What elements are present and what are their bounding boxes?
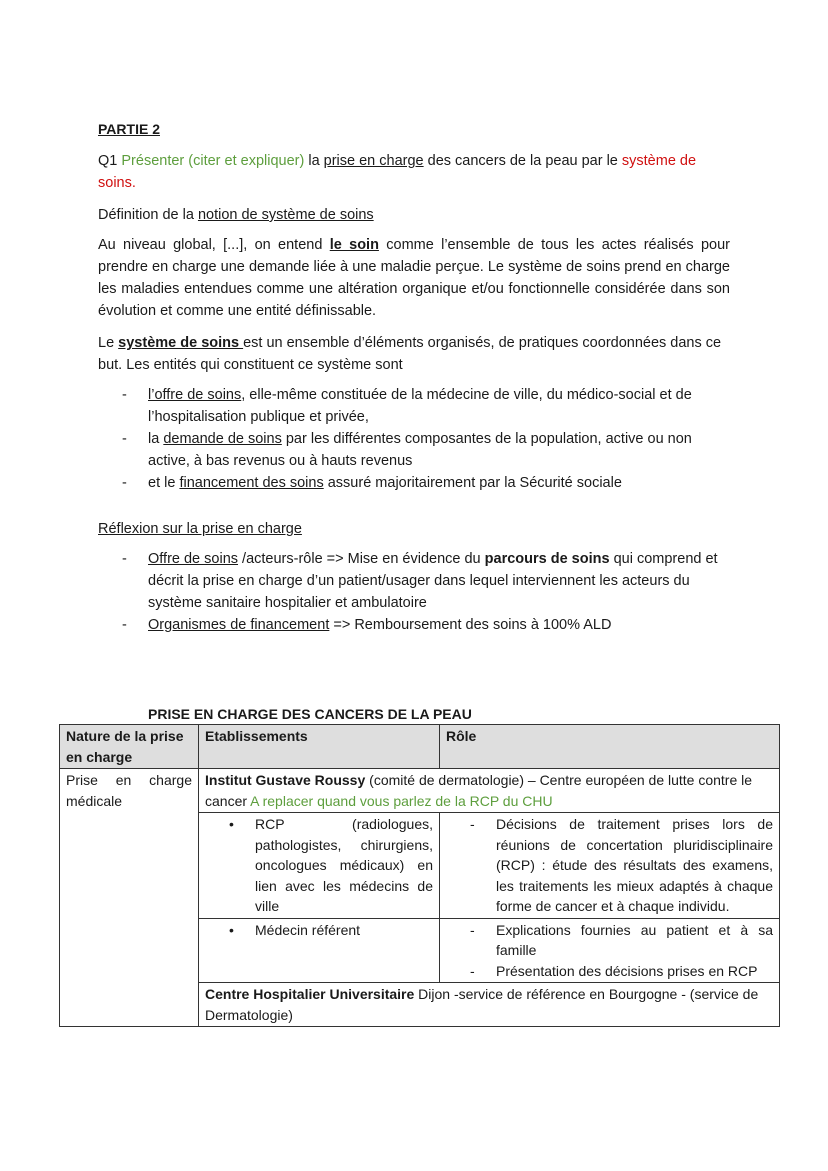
igr-name: Institut Gustave Roussy xyxy=(205,772,366,788)
item-post: par les différentes composantes de la population, active ou non active, à bas revenus ou à hauts revenus xyxy=(148,431,692,469)
dash-marker: - xyxy=(122,551,127,567)
item-pre: et le xyxy=(148,475,180,491)
paragraph2-a: Le xyxy=(98,335,119,351)
item-bold: parcours de soins xyxy=(484,551,610,567)
question-space: la xyxy=(304,153,324,169)
definition-prefix: Définition de la xyxy=(98,207,198,223)
referent-role: Explications fournies au patient et à sa famille xyxy=(496,921,773,958)
question-end: . xyxy=(131,175,136,191)
list-item xyxy=(98,614,730,636)
paragraph1-b: comme l’ensemble de tous les actes réalisés pour prendre en charge une demande liée à une maladie perçue. Le système de soins prend en charge les maladies entendues comme une altération organique et/ou fonctionnelle considérée dans son évolution et comme une entité définissable. xyxy=(98,237,730,319)
dash-marker: - xyxy=(470,962,475,979)
reflection-heading: Réflexion sur la prise en charge xyxy=(98,521,302,537)
item-term: Offre de soins xyxy=(148,551,239,567)
item-a: => Remboursement des soins à 100% ALD xyxy=(329,617,612,633)
nature-cell: Prise en charge médicale xyxy=(60,769,199,1027)
paragraph2-b: est un ensemble d’éléments organisés, de pratiques coordonnées dans ce but. Les entités qui constituent ce système sont xyxy=(98,335,722,373)
list-item xyxy=(205,920,433,941)
chu-name: Centre Hospitalier Universitaire xyxy=(205,986,415,1002)
bullet-marker: • xyxy=(229,816,234,832)
header-role: Rôle xyxy=(440,725,780,769)
rcp-etab-cell xyxy=(199,813,440,919)
entities-list xyxy=(98,384,730,494)
chu-desc: Dijon -service de référence en Bourgogne - (service de Dermatologie) xyxy=(205,986,759,1023)
item-post: assuré majoritairement par la Sécurité sociale xyxy=(323,475,622,491)
paragraph-soin xyxy=(98,234,730,322)
item-post: , elle-même constituée de la médecine de ville, du médico-social et de l’hospitalisation publique et privée, xyxy=(148,387,692,425)
referent-etab-cell xyxy=(199,918,440,983)
item-term: Organismes de financement xyxy=(148,617,330,633)
question-system: système de soins xyxy=(98,153,697,191)
reflection-list xyxy=(98,548,730,636)
list-item xyxy=(98,428,730,472)
care-table xyxy=(59,724,780,1027)
chu-cell xyxy=(199,983,780,1027)
bullet-marker: • xyxy=(229,921,234,938)
igr-cell xyxy=(199,769,780,813)
rcp-role-cell xyxy=(440,813,780,919)
list-item xyxy=(98,472,730,494)
table-title: PRISE EN CHARGE DES CANCERS DE LA PEAU xyxy=(148,706,472,722)
item-term: l’offre de soins xyxy=(148,387,242,403)
list-item xyxy=(205,814,433,917)
rcp-etab: RCP (radiologues, pathologistes, chirurgiens, oncologues médicaux) en lien avec les médecins de ville xyxy=(255,816,433,914)
dash-marker: - xyxy=(122,387,127,403)
dash-marker: - xyxy=(122,431,127,447)
paragraph-systeme xyxy=(98,332,730,376)
list-item xyxy=(98,384,730,428)
dash-marker: - xyxy=(122,475,127,491)
item-a: /acteurs-rôle => Mise en évidence du xyxy=(238,551,485,567)
dash-marker: - xyxy=(470,921,475,938)
list-item xyxy=(446,961,773,982)
rcp-role: Décisions de traitement prises lors de réunions de concertation pluridisciplinaire (RCP) : étude des résultats des examens, les traitements les mieux adaptés à chaque forme de cancer et à chaque individu. xyxy=(496,816,773,914)
header-nature: Nature de la prise en charge xyxy=(60,725,199,769)
referent-etab: Médecin référent xyxy=(255,921,361,938)
item-b: qui comprend et décrit la prise en charge d’un patient/usager dans lequel interviennent les acteurs du système sanitaire hospitalier et ambulatoire xyxy=(148,551,718,611)
table-row xyxy=(60,769,780,813)
item-term: demande de soins xyxy=(163,431,282,447)
dash-marker: - xyxy=(122,617,127,633)
document-body xyxy=(98,118,730,636)
definition-heading xyxy=(98,204,730,226)
referent-role: Présentation des décisions prises en RCP xyxy=(496,962,758,979)
question-middle: des cancers de la peau par le xyxy=(423,153,622,169)
referent-role-cell xyxy=(440,918,780,983)
question-prefix: Q1 xyxy=(98,153,122,169)
igr-desc: (comité de dermatologie) – Centre européen de lutte contre le cancer xyxy=(205,772,753,809)
term-systeme-de-soins: système de soins xyxy=(118,335,244,351)
question-focus: prise en charge xyxy=(323,153,424,169)
list-item xyxy=(446,920,773,961)
paragraph1-a: Au niveau global, [...], on entend xyxy=(98,237,330,253)
dash-marker: - xyxy=(470,816,475,832)
list-item xyxy=(446,814,773,917)
igr-note: A replacer quand vous parlez de la RCP du CHU xyxy=(250,792,553,809)
question-q1 xyxy=(98,150,730,194)
table-header-row xyxy=(60,725,780,769)
list-item xyxy=(98,548,730,614)
part-title: PARTIE 2 xyxy=(98,121,160,137)
definition-notion: notion de système de soins xyxy=(197,207,374,223)
term-le-soin: le soin xyxy=(329,237,379,253)
question-verb: Présenter (citer et expliquer) xyxy=(121,153,305,169)
header-etablissements: Etablissements xyxy=(199,725,440,769)
item-pre: la xyxy=(148,431,164,447)
item-term: financement des soins xyxy=(179,475,324,491)
